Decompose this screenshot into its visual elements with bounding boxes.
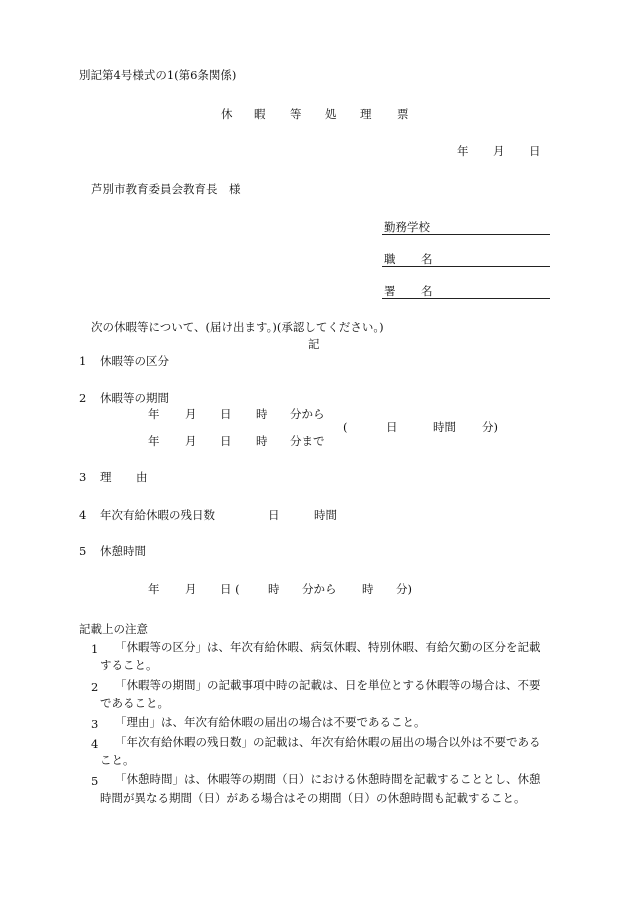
item-reason-label: 由	[136, 470, 148, 484]
item-number: 5	[79, 544, 87, 558]
note-number: 5	[91, 774, 99, 788]
school-label: 勤務学校	[384, 220, 430, 234]
addressee: 芦別市教育委員会教育長 様	[91, 182, 241, 196]
note-text: 時間が異なる期間（日）がある場合はその期間（日）の休憩時間も記載すること。	[100, 791, 526, 805]
item-break-label: 休憩時間	[100, 544, 146, 558]
signature-label: 署	[384, 284, 396, 298]
to-year: 年	[148, 434, 160, 448]
item-period-label: 休暇等の期間	[100, 391, 169, 405]
note-text: であること。	[100, 696, 169, 710]
title-char: 暇	[254, 107, 266, 121]
break-day: 日 (	[220, 582, 240, 596]
item-reason-label: 理	[100, 470, 112, 484]
notes-title: 記載上の注意	[79, 622, 148, 636]
to-minute: 分まで	[290, 434, 325, 448]
title-char: 休	[221, 107, 233, 121]
total-hours: 時間	[433, 420, 456, 434]
signature-underline[interactable]	[382, 298, 550, 299]
from-minute: 分から	[290, 407, 325, 421]
total-minutes: 分)	[482, 420, 498, 434]
school-underline[interactable]	[382, 234, 550, 235]
item-number: 1	[79, 354, 87, 368]
from-day: 日	[220, 407, 232, 421]
note-text: 「休暇等の期間」の記載事項中時の記載は、日を単位とする休暇等の場合は、不要	[115, 678, 541, 692]
position-label: 名	[421, 252, 433, 266]
item-number: 2	[79, 391, 87, 405]
item-number: 4	[79, 508, 87, 522]
item-number: 3	[79, 470, 87, 484]
note-text: 「休暇等の区分」は、年次有給休暇、病気休暇、特別休暇、有給欠勤の区分を記載	[115, 640, 541, 654]
from-year: 年	[148, 407, 160, 421]
note-text: すること。	[100, 658, 158, 672]
date-month: 月	[493, 144, 505, 158]
date-year: 年	[457, 144, 469, 158]
remaining-hours: 時間	[314, 508, 337, 522]
note-number: 4	[91, 737, 99, 751]
to-day: 日	[220, 434, 232, 448]
signature-label: 名	[421, 284, 433, 298]
form-code: 別記第4号様式の1(第6条関係)	[79, 68, 237, 82]
from-hour: 時	[256, 407, 268, 421]
note-text: 「休憩時間」は、休暇等の期間（日）における休憩時間を記載することとし、休憩	[115, 772, 541, 786]
date-day: 日	[529, 144, 541, 158]
break-hour-2: 時	[362, 582, 374, 596]
break-month: 月	[185, 582, 197, 596]
note-number: 3	[91, 717, 99, 731]
title-char: 票	[397, 107, 409, 121]
ki-heading: 記	[308, 337, 320, 351]
break-hour: 時	[268, 582, 280, 596]
title-char: 処	[325, 107, 337, 121]
break-close: 分)	[396, 582, 412, 596]
title-char: 理	[360, 107, 372, 121]
from-month: 月	[185, 407, 197, 421]
remaining-days: 日	[268, 508, 280, 522]
total-days: 日	[386, 420, 398, 434]
position-underline[interactable]	[382, 266, 550, 267]
item-kind-label: 休暇等の区分	[100, 354, 169, 368]
note-number: 2	[91, 680, 99, 694]
note-text: こと。	[100, 753, 135, 767]
to-hour: 時	[256, 434, 268, 448]
title-char: 等	[290, 107, 302, 121]
note-number: 1	[91, 642, 99, 656]
total-open: (	[343, 420, 348, 434]
to-month: 月	[185, 434, 197, 448]
note-text: 「年次有給休暇の残日数」の記載は、年次有給休暇の届出の場合以外は不要である	[115, 735, 541, 749]
break-year: 年	[148, 582, 160, 596]
note-text: 「理由」は、年次有給休暇の届出の場合は不要であること。	[115, 715, 426, 729]
item-remaining-label: 年次有給休暇の残日数	[100, 508, 215, 522]
break-from: 分から	[302, 582, 337, 596]
intro-text: 次の休暇等について、(届け出ます。)(承認してください。)	[91, 320, 384, 334]
position-label: 職	[384, 252, 396, 266]
